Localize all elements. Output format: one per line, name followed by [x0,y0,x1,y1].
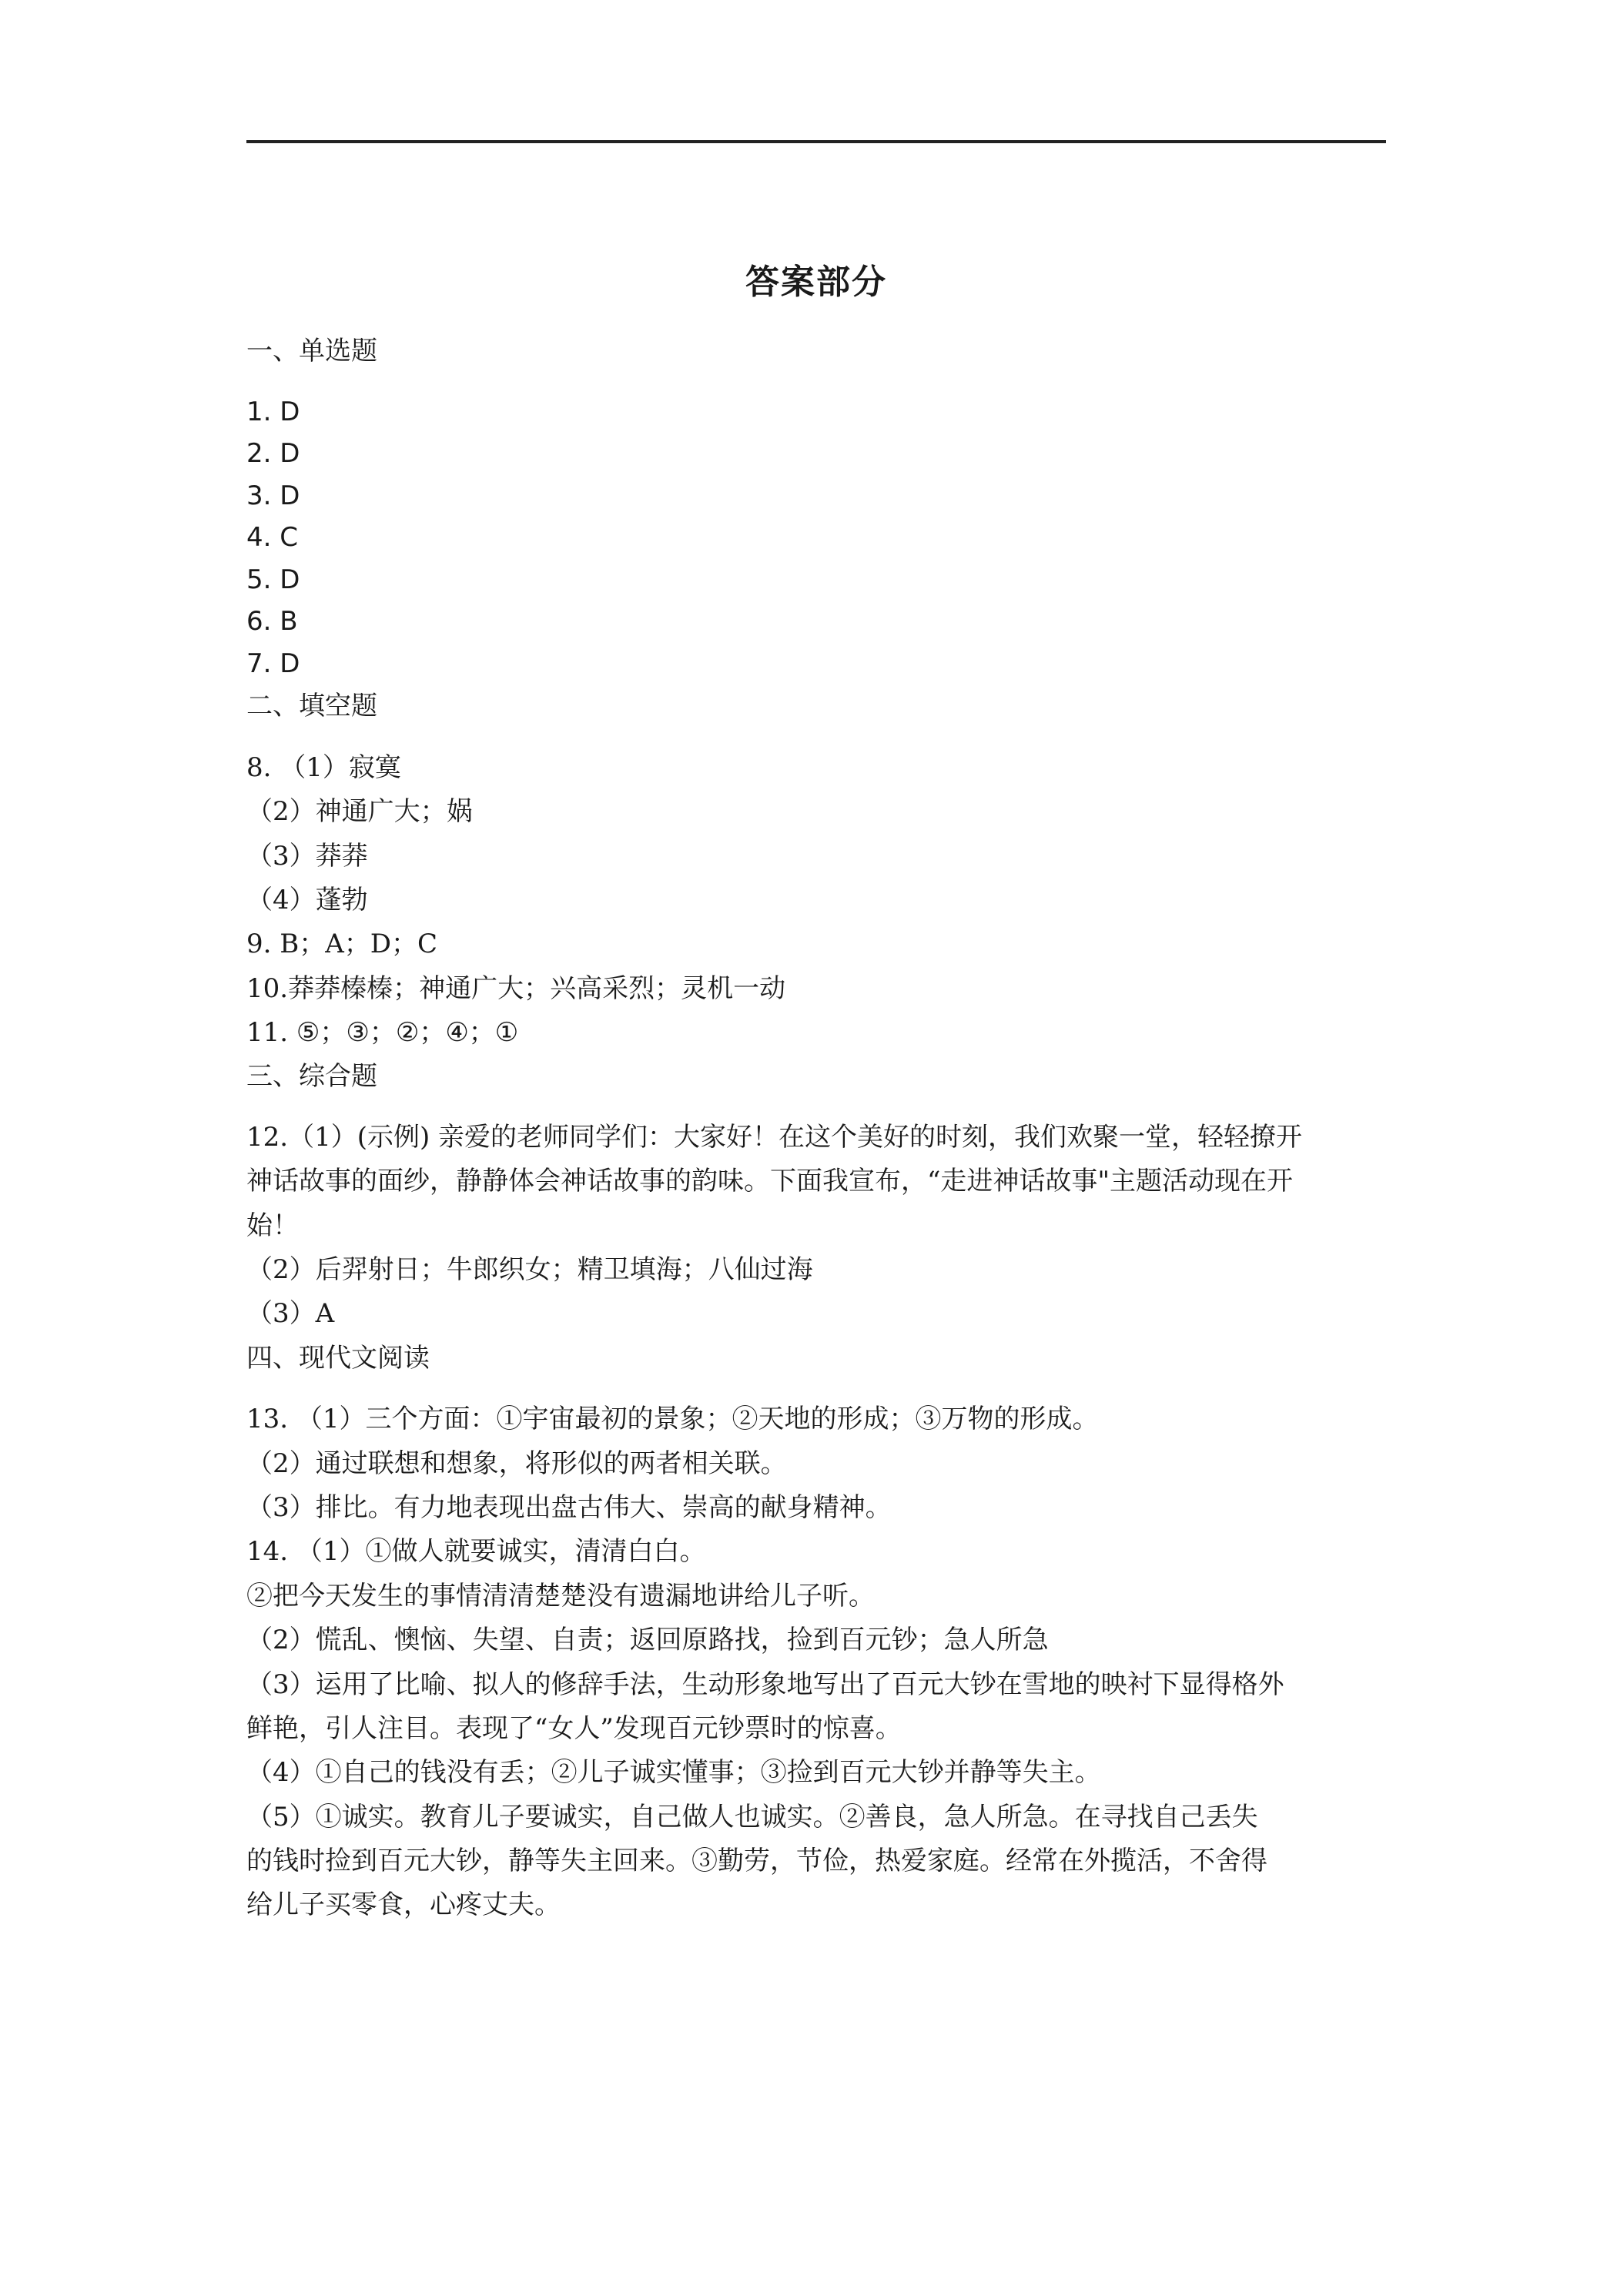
answer-line-14-5: 鲜艳，引人注目。表现了“女人”发现百元钞票时的惊喜。 [246,1713,902,1744]
answer-line-12-2: 神话故事的面纱，静静体会神话故事的韵味。下面我宣布，“走进神话故事"主题活动现在开 [246,1166,1294,1197]
answer-line-1: 1. D [246,397,300,427]
section-heading-comprehensive: 三、综合题 [246,1061,377,1092]
answer-line-4: 4. C [246,522,298,553]
section-heading-fill-blank: 二、填空题 [246,691,377,721]
answer-line-14-9: 给儿子买零食，心疼丈夫。 [246,1889,561,1920]
answer-line-8-3: （3）莽莽 [246,841,368,872]
answer-line-2: 2. D [246,438,300,469]
answer-line-8-4: （4）蓬勃 [246,885,368,915]
page-title: 答案部分 [745,263,887,302]
answer-line-14-2: ②把今天发生的事情清清楚楚没有遗漏地讲给儿子听。 [246,1581,875,1612]
answer-line-14-7: （5）①诚实。教育儿子要诚实，自己做人也诚实。②善良，急人所急。在寻找自己丢失 [246,1802,1258,1832]
answer-page [246,0,1386,2296]
answer-line-13-3: （3）排比。有力地表现出盘古伟大、崇高的献身精神。 [246,1492,892,1523]
answer-line-6: 6. B [246,606,298,637]
answer-line-3: 3. D [246,480,300,511]
answer-line-12-4: （2）后羿射日；牛郎织女；精卫填海；八仙过海 [246,1254,813,1285]
answer-line-5: 5. D [246,564,300,595]
header-rule [246,140,1386,143]
answer-line-14-4: （3）运用了比喻、拟人的修辞手法，生动形象地写出了百元大钞在雪地的映衬下显得格外 [246,1669,1284,1700]
answer-line-7: 7. D [246,648,300,679]
answer-line-10: 10.莽莽榛榛；神通广大；兴高采烈；灵机一动 [246,973,786,1004]
answer-line-14-3: （2）慌乱、懊恼、失望、自责；返回原路找，捡到百元钞；急人所急 [246,1625,1049,1655]
answer-line-11: 11. ⑤；③；②；④；① [246,1017,519,1048]
answer-line-14-1: 14. （1）①做人就要诚实，清清白白。 [246,1536,706,1567]
answer-line-12-1: 12.（1）(示例) 亲爱的老师同学们：大家好！在这个美好的时刻，我们欢聚一堂，轻轻撩开 [246,1122,1303,1153]
section-heading-reading: 四、现代文阅读 [246,1343,430,1374]
section-heading-single-choice: 一、单选题 [246,336,377,366]
answer-line-13-1: 13. （1）三个方面：①宇宙最初的景象；②天地的形成；③万物的形成。 [246,1404,1099,1434]
answer-line-9: 9. B；A；D；C [246,929,438,959]
answer-line-12-3: 始！ [246,1210,299,1241]
answer-line-13-2: （2）通过联想和想象，将形似的两者相关联。 [246,1448,787,1479]
answer-line-8-1: 8. （1）寂寞 [246,752,401,783]
answer-line-14-8: 的钱时捡到百元大钞，静等失主回来。③勤劳，节俭，热爱家庭。经常在外揽活，不舍得 [246,1846,1267,1876]
answer-line-14-6: （4）①自己的钱没有丢；②儿子诚实懂事；③捡到百元大钞并静等失主。 [246,1757,1101,1788]
answer-line-12-5: （3）A [246,1298,335,1329]
answer-line-8-2: （2）神通广大；娲 [246,796,473,827]
